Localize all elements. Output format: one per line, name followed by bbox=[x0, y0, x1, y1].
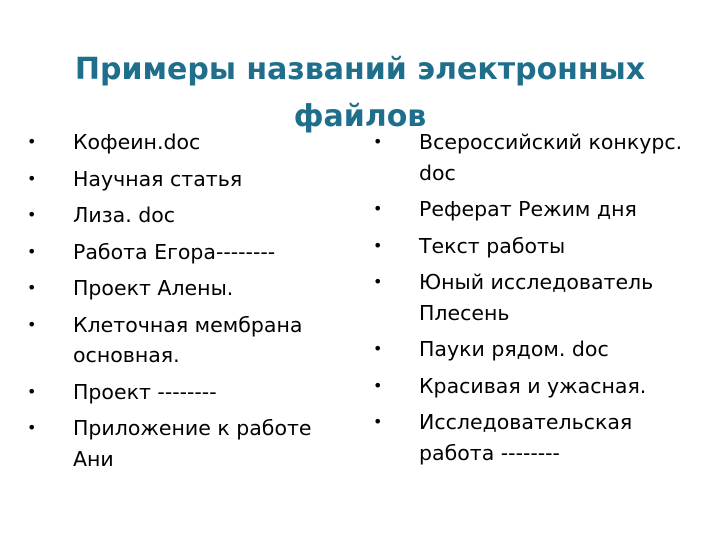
bullet-icon: • bbox=[27, 418, 37, 437]
bullet-icon: • bbox=[27, 168, 37, 188]
bullet-icon: • bbox=[27, 314, 37, 334]
list-item bbox=[370, 371, 690, 402]
list-item bbox=[370, 127, 690, 188]
bullet-icon: • bbox=[27, 278, 37, 297]
title-line-1: Примеры названий электронных bbox=[74, 52, 646, 88]
list-item bbox=[370, 267, 690, 328]
list-item-text: Кофеин.doc bbox=[73, 130, 201, 154]
list-item bbox=[24, 273, 344, 304]
right-bullet-list bbox=[370, 127, 690, 474]
list-item-text: Работа Егора-------- bbox=[73, 239, 276, 264]
list-item bbox=[24, 413, 344, 474]
bullet-icon: • bbox=[27, 381, 37, 401]
list-item bbox=[24, 127, 344, 158]
bullet-icon: • bbox=[373, 235, 383, 255]
list-item-text: Клеточная мембрана основная. bbox=[73, 312, 303, 367]
list-item bbox=[370, 407, 690, 468]
list-item bbox=[370, 194, 690, 225]
list-item bbox=[24, 377, 344, 408]
bullet-icon: • bbox=[373, 132, 383, 151]
list-item-text: Лиза. doc bbox=[73, 203, 176, 227]
slide-title bbox=[0, 46, 720, 140]
left-bullet-list bbox=[24, 127, 344, 480]
list-item-text: Всероссийский конкурс. doc bbox=[419, 130, 683, 185]
list-item bbox=[24, 164, 344, 195]
bullet-icon: • bbox=[373, 272, 383, 291]
bullet-icon: • bbox=[27, 132, 37, 151]
bullet-icon: • bbox=[373, 199, 383, 218]
list-item-text: Научная статья bbox=[73, 166, 243, 191]
title-line-2: файлов bbox=[293, 99, 427, 135]
list-item-text: Проект -------- bbox=[73, 379, 217, 404]
list-item bbox=[370, 231, 690, 262]
bullet-icon: • bbox=[27, 205, 37, 224]
bullet-icon: • bbox=[373, 412, 383, 431]
list-item bbox=[24, 237, 344, 268]
list-item bbox=[370, 334, 690, 365]
list-item bbox=[24, 310, 344, 371]
list-item-text: Красивая и ужасная. bbox=[419, 373, 647, 398]
list-item-text: Приложение к работе Ани bbox=[73, 416, 312, 471]
list-item-text: Исследовательская работа -------- bbox=[419, 410, 633, 465]
list-item-text: Пауки рядом. doc bbox=[419, 337, 609, 361]
list-item-text: Текст работы bbox=[419, 233, 566, 258]
bullet-icon: • bbox=[373, 339, 383, 358]
list-item-text: Реферат Режим дня bbox=[419, 197, 637, 221]
list-item bbox=[24, 200, 344, 231]
bullet-icon: • bbox=[27, 241, 37, 261]
list-item-text: Проект Алены. bbox=[73, 276, 234, 300]
list-item-text: Юный исследователь Плесень bbox=[419, 270, 654, 325]
bullet-icon: • bbox=[373, 375, 383, 395]
